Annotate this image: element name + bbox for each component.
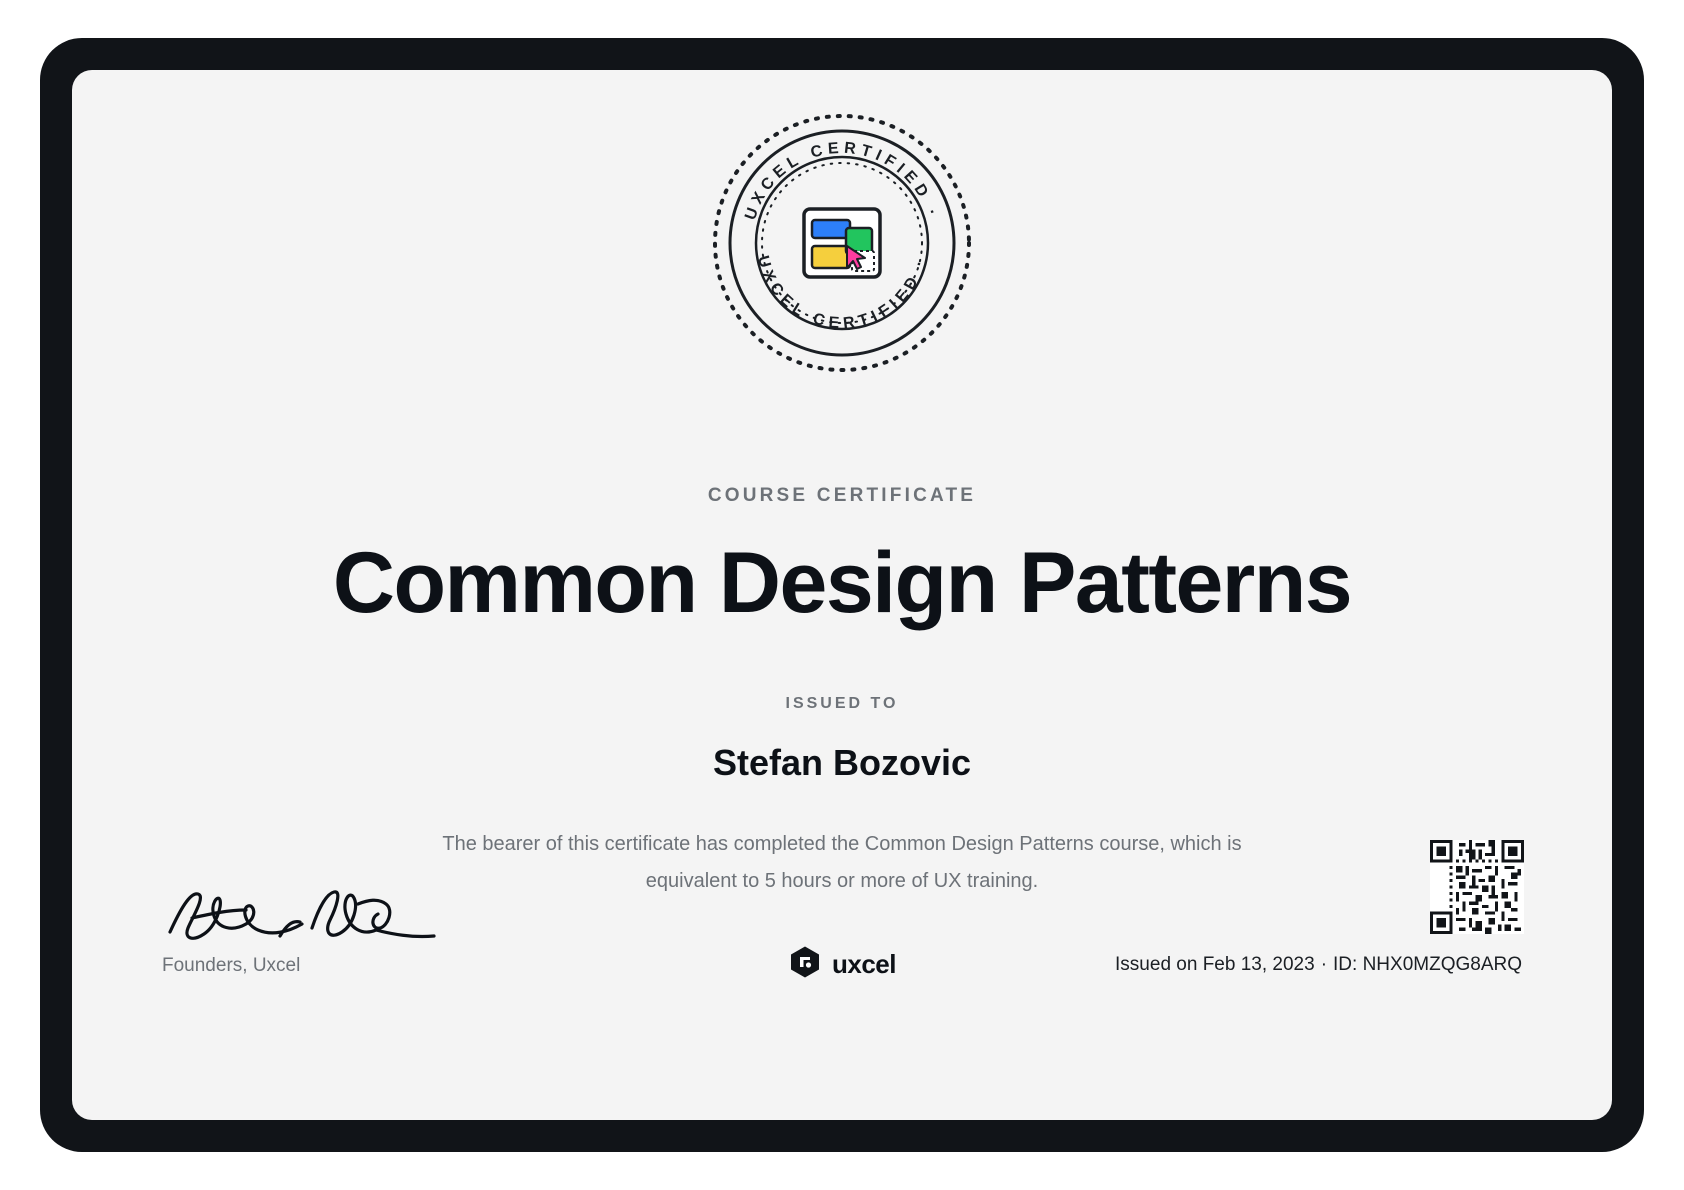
certificate-description: The bearer of this certificate has completed the Common Design Patterns course, which is equivalent to 5 hours or more of UX training.	[442, 833, 1242, 892]
issue-metadata	[1115, 954, 1522, 976]
design-patterns-window-icon	[804, 209, 880, 277]
issued-to-label: ISSUED TO	[785, 695, 899, 712]
certificate-id: ID: NHX0MZQG8ARQ	[1333, 954, 1522, 975]
certificate-eyebrow: COURSE CERTIFICATE	[707, 485, 977, 506]
uxcel-brand	[788, 945, 896, 984]
founders-signature	[162, 870, 462, 960]
meta-separator: ·	[1320, 954, 1328, 975]
issued-on-date: Issued on Feb 13, 2023	[1115, 954, 1315, 975]
recipient-name: Stefan Bozovic	[712, 742, 972, 783]
uxcel-logo-icon	[788, 945, 822, 984]
course-title: Common Design Patterns	[332, 535, 1352, 631]
certificate-border	[40, 38, 1644, 1152]
certification-seal	[707, 108, 977, 378]
certificate-card	[72, 70, 1612, 1120]
brand-name: uxcel	[832, 949, 896, 979]
svg-text:UXCEL CERTIFIED ·: UXCEL CERTIFIED ·	[742, 139, 942, 223]
founders-caption: Founders, Uxcel	[162, 955, 301, 976]
svg-text:UXCEL CERTIFIED ·: UXCEL CERTIFIED ·	[753, 253, 930, 333]
qr-code[interactable]	[1430, 840, 1524, 934]
